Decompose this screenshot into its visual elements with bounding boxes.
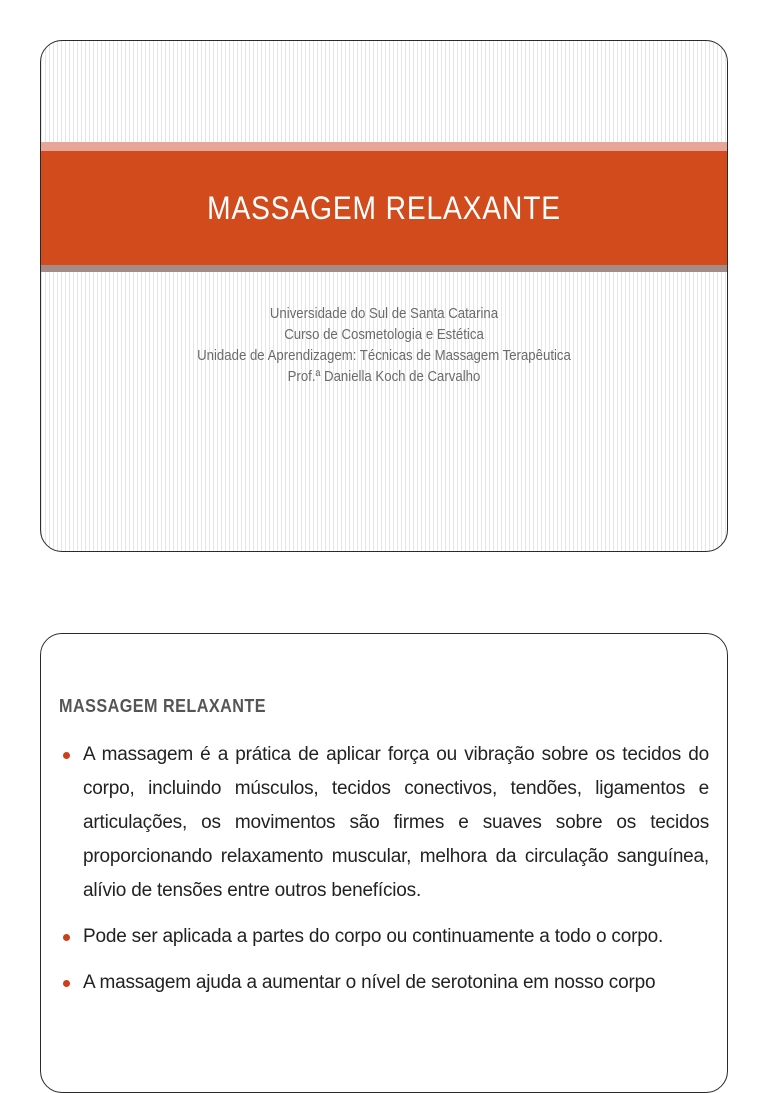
list-item: [59, 966, 709, 1000]
bullet-text: Pode ser aplicada a partes do corpo ou continuamente a todo o corpo.: [83, 926, 664, 947]
subtitle-block: [41, 303, 727, 387]
list-item: [59, 920, 709, 954]
bullet-list: [59, 738, 709, 1012]
bullet-icon: [63, 752, 70, 759]
content-heading: MASSAGEM RELAXANTE: [59, 696, 267, 716]
title-band-top-stripe: [41, 142, 727, 151]
subtitle-university: Universidade do Sul de Santa Catarina: [269, 305, 499, 322]
subtitle-unit: Unidade de Aprendizagem: Técnicas de Massagem Terapêutica: [197, 347, 571, 364]
title-slide: [40, 40, 728, 552]
bullet-icon: [63, 980, 70, 987]
title-band-bottom-stripe: [41, 265, 727, 272]
slide-title: MASSAGEM RELAXANTE: [207, 189, 561, 226]
content-slide: [40, 633, 728, 1093]
list-item: [59, 738, 709, 908]
subtitle-course: Curso de Cosmetologia e Estética: [284, 326, 484, 343]
title-band: [41, 151, 727, 265]
subtitle-professor: Prof.ª Daniella Koch de Carvalho: [287, 368, 481, 385]
bullet-text: A massagem é a prática de aplicar força ou vibração sobre os tecidos do corpo, incluindo músculos, tecidos conectivos, tendões, ligamentos e articulações, os movimentos são firmes e suaves sobre os tecidos proporcionando relaxamento muscular, melhora da circulação sanguínea, alívio de tensões entre outros benefícios.: [83, 744, 709, 901]
bullet-text: A massagem ajuda a aumentar o nível de serotonina em nosso corpo: [83, 972, 656, 993]
bullet-icon: [63, 934, 70, 941]
